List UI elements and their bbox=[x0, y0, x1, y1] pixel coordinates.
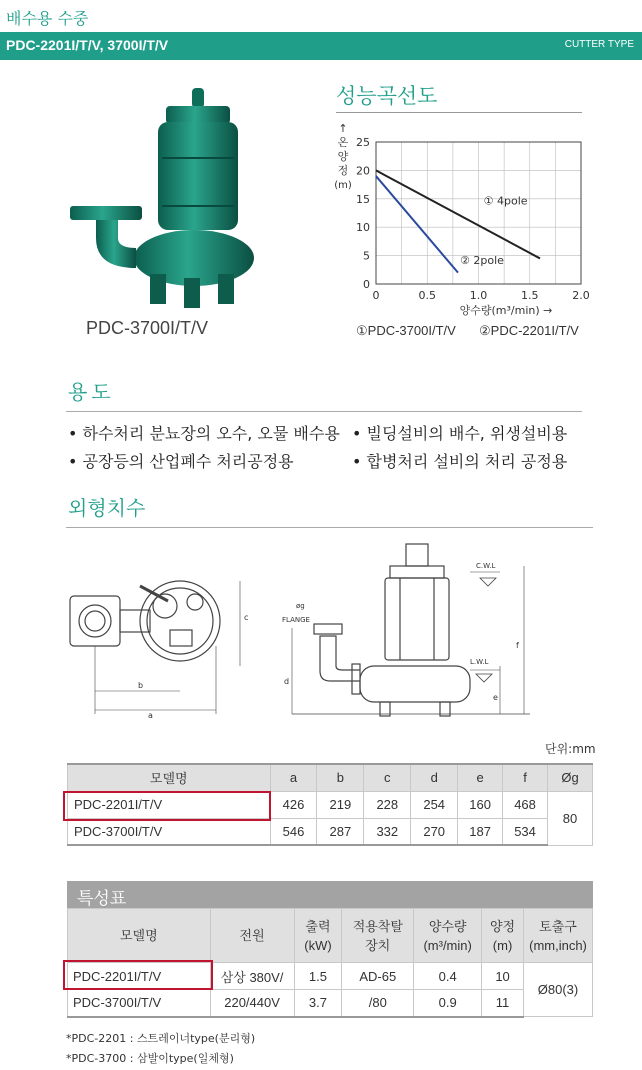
device-cell: AD-65 bbox=[342, 963, 414, 990]
value-cell: 187 bbox=[458, 818, 503, 845]
header-line: 장치 bbox=[365, 937, 391, 953]
dimensions-title: 외형치수 bbox=[68, 496, 146, 520]
model-cell: PDC-2201I/T/V bbox=[68, 791, 271, 818]
x-tick-label: 2.0 bbox=[572, 289, 590, 302]
value-cell: 160 bbox=[458, 791, 503, 818]
x-tick-label: 0 bbox=[372, 289, 380, 302]
value-cell-g: 80 bbox=[548, 791, 593, 845]
header-line: (kW) bbox=[304, 937, 332, 953]
product-title: PDC-2201I/T/V, 3700I/T/V bbox=[6, 37, 169, 53]
x-axis-label: 양수량(m³/min) → bbox=[459, 304, 553, 317]
x-tick-label: 1.5 bbox=[521, 289, 539, 302]
column-header: c bbox=[364, 764, 411, 791]
column-header: 모델명 bbox=[68, 764, 271, 791]
unit-label: 단위:mm bbox=[545, 742, 596, 756]
column-header: a bbox=[270, 764, 317, 791]
column-header: f bbox=[503, 764, 548, 791]
dim-label-e: e bbox=[493, 693, 498, 702]
value-cell: 228 bbox=[364, 791, 411, 818]
usage-title: 용도 bbox=[68, 380, 115, 404]
column-header: d bbox=[411, 764, 458, 791]
footnote: *PDC-2201 : 스트레이너type(분리형) bbox=[66, 1032, 256, 1045]
dimension-table bbox=[67, 763, 593, 846]
type-label: CUTTER TYPE bbox=[564, 39, 634, 50]
dimension-drawing bbox=[60, 536, 600, 732]
usage-item: • 빌딩설비의 배수, 위생설비용 bbox=[352, 424, 568, 443]
spec-title: 특성표 bbox=[77, 889, 127, 909]
column-header bbox=[524, 909, 593, 963]
performance-title: 성능곡선도 bbox=[336, 84, 438, 108]
y-tick-label: 5 bbox=[363, 249, 370, 263]
y-label-char: 양 bbox=[337, 150, 349, 163]
model-cell: PDC-2201I/T/V bbox=[68, 963, 211, 990]
y-tick-label: 20 bbox=[356, 164, 370, 178]
column-header: 모델명 bbox=[68, 909, 211, 963]
value-cell: 534 bbox=[503, 818, 548, 845]
spec-title-bar bbox=[67, 881, 593, 908]
y-label-unit: (m) bbox=[334, 180, 352, 191]
y-label-char: ↑ bbox=[338, 122, 348, 135]
table-row bbox=[68, 963, 593, 990]
column-header bbox=[294, 909, 342, 963]
x-tick-labels bbox=[373, 289, 590, 302]
value-cell: 270 bbox=[411, 818, 458, 845]
usage-item: • 하수처리 분뇨장의 오수, 오물 배수용 bbox=[68, 424, 340, 443]
header-line: 양수량 bbox=[428, 918, 467, 934]
header-line: 출력 bbox=[305, 918, 331, 934]
column-header: Øg bbox=[548, 764, 593, 791]
value-cell: 219 bbox=[317, 791, 364, 818]
x-tick-label: 0.5 bbox=[418, 289, 436, 302]
power-source-cell: 220/440V bbox=[210, 990, 294, 1017]
lwl-label: L.W.L bbox=[470, 658, 489, 666]
value-cell: 1.5 bbox=[294, 963, 342, 990]
value-cell: 3.7 bbox=[294, 990, 342, 1017]
dim-label-d: d bbox=[284, 677, 290, 686]
header-line: 적용착탈 bbox=[352, 918, 403, 934]
header-line: (mm,inch) bbox=[529, 937, 587, 953]
dim-label-a: a bbox=[148, 711, 153, 720]
top-view bbox=[70, 581, 240, 714]
y-label-char: 온 bbox=[337, 136, 349, 149]
value-cell: 287 bbox=[317, 818, 364, 845]
performance-divider bbox=[336, 112, 582, 113]
chart-legend-1: ①PDC-3700I/T/V bbox=[356, 323, 456, 338]
footnote: *PDC-3700 : 삼발이type(일체형) bbox=[66, 1052, 234, 1065]
water-level-marker bbox=[480, 578, 496, 586]
chart-legend-2: ②PDC-2201I/T/V bbox=[479, 323, 579, 338]
column-header: b bbox=[317, 764, 364, 791]
performance-chart bbox=[330, 120, 600, 350]
water-level-marker bbox=[476, 674, 492, 682]
spec-table bbox=[67, 908, 593, 1018]
header-line: (m³/min) bbox=[423, 937, 472, 953]
column-header: 전원 bbox=[210, 909, 294, 963]
value-cell: 11 bbox=[482, 990, 524, 1017]
y-tick-label: 25 bbox=[356, 136, 370, 149]
column-header: e bbox=[458, 764, 503, 791]
model-cell: PDC-3700I/T/V bbox=[68, 990, 211, 1017]
y-axis-label bbox=[334, 122, 352, 191]
value-cell: 546 bbox=[270, 818, 317, 845]
dim-label-b: b bbox=[138, 681, 144, 690]
x-tick-label: 1.0 bbox=[469, 289, 488, 302]
category-label: 배수용 수중 bbox=[6, 9, 89, 28]
series-line bbox=[376, 170, 540, 258]
flange-label: FLANGE bbox=[282, 616, 310, 624]
device-cell: /80 bbox=[342, 990, 414, 1017]
dim-label-f: f bbox=[516, 641, 519, 650]
usage-item: • 공장등의 산업폐수 처리공정용 bbox=[68, 452, 294, 471]
value-cell: 0.9 bbox=[414, 990, 482, 1017]
flange-g-label: øg bbox=[296, 602, 305, 610]
column-header bbox=[414, 909, 482, 963]
y-tick-label: 15 bbox=[356, 192, 370, 206]
header-line: (m) bbox=[492, 937, 513, 953]
pump-caption: PDC-3700I/T/V bbox=[86, 318, 209, 338]
table-header-row bbox=[68, 909, 593, 963]
value-cell: 426 bbox=[270, 791, 317, 818]
value-cell: 254 bbox=[411, 791, 458, 818]
usage-divider bbox=[66, 411, 582, 412]
outlet-cell: Ø80(3) bbox=[524, 963, 593, 1017]
table-row bbox=[68, 818, 593, 845]
table-row bbox=[68, 791, 593, 818]
y-tick-label: 0 bbox=[363, 278, 370, 291]
y-tick-labels bbox=[356, 136, 370, 291]
series-label: ② 2pole bbox=[460, 254, 504, 268]
header-line: 토출구 bbox=[539, 918, 577, 934]
pump-image bbox=[66, 88, 266, 310]
dimensions-divider bbox=[66, 527, 593, 528]
y-tick-label: 10 bbox=[356, 221, 370, 235]
value-cell: 0.4 bbox=[414, 963, 482, 990]
table-header-row bbox=[68, 764, 593, 791]
dim-label-c: c bbox=[244, 613, 249, 622]
chart-series bbox=[376, 170, 540, 272]
header-line: 양정 bbox=[489, 918, 516, 934]
model-cell: PDC-3700I/T/V bbox=[68, 818, 271, 845]
value-cell: 10 bbox=[482, 963, 524, 990]
y-label-char: 정 bbox=[337, 164, 349, 177]
column-header bbox=[482, 909, 524, 963]
column-header bbox=[342, 909, 414, 963]
series-line bbox=[376, 176, 458, 273]
value-cell: 468 bbox=[503, 791, 548, 818]
power-source-cell: 삼상 380V/ bbox=[210, 963, 294, 990]
value-cell: 332 bbox=[364, 818, 411, 845]
table-row bbox=[68, 990, 593, 1017]
usage-item: • 합병처리 설비의 처리 공정용 bbox=[352, 452, 568, 471]
cwl-label: C.W.L bbox=[476, 562, 496, 570]
series-label: ① 4pole bbox=[483, 194, 528, 208]
